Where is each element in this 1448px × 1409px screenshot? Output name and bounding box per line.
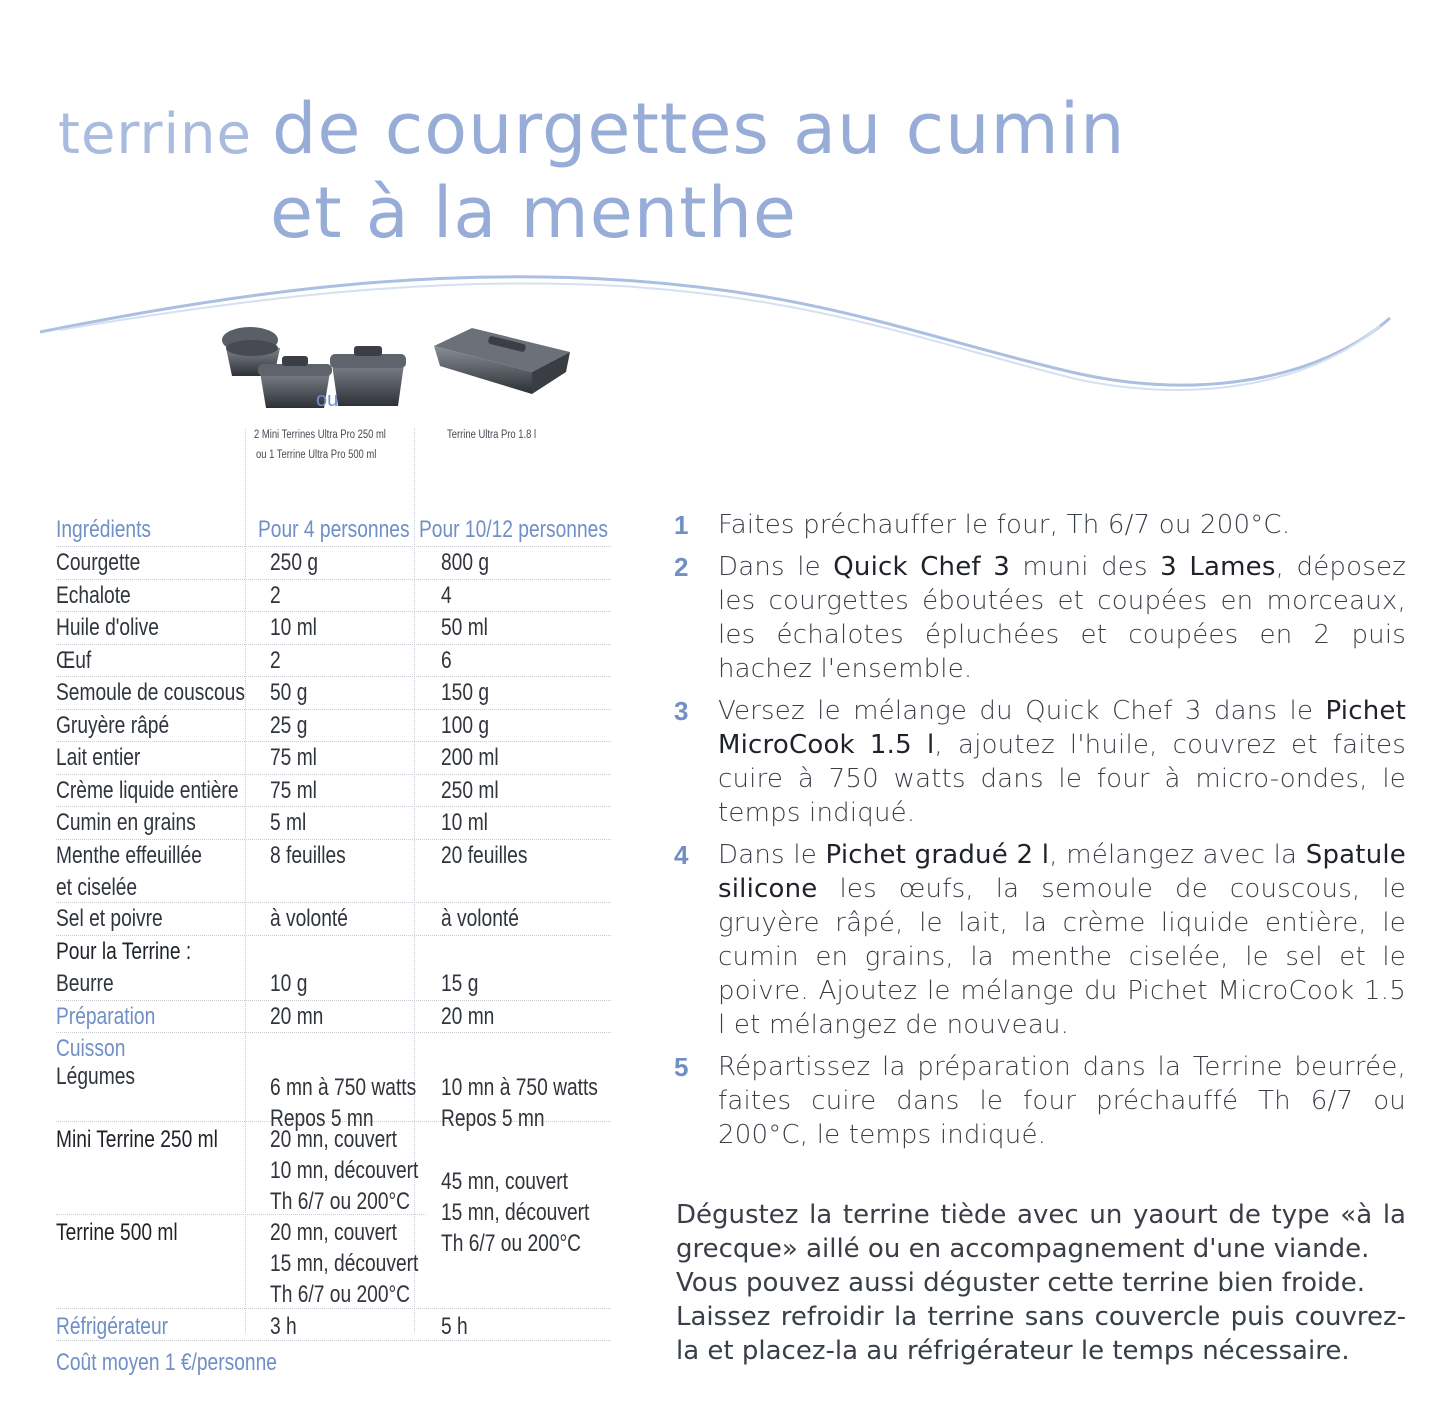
- mini-terrine-label: Mini Terrine 250 ml: [56, 1126, 218, 1153]
- instructions-list: [674, 508, 1406, 1160]
- col-10-12-persons-heading: Pour 10/12 personnes: [419, 516, 608, 543]
- serving-note-line: Vous pouvez aussi déguster cette terrine bien froide.: [676, 1268, 1365, 1298]
- or-label: ou: [316, 389, 339, 411]
- ingredient-name: et ciselée: [56, 874, 138, 901]
- instruction-step: [674, 1050, 1406, 1152]
- table-row: [56, 872, 611, 903]
- mini-temp: Th 6/7 ou 200°C: [270, 1188, 411, 1215]
- qty-10-12: 200 ml: [441, 744, 499, 771]
- step-text: [718, 1050, 1406, 1152]
- for-terrine-heading: Pour la Terrine :: [56, 938, 192, 965]
- step-number: 1: [674, 510, 689, 540]
- serving-notes: [676, 1198, 1406, 1368]
- large-temp: Th 6/7 ou 200°C: [441, 1230, 582, 1257]
- qty-4: 25 g: [270, 711, 308, 739]
- product-name: 3 Lames: [1160, 552, 1276, 582]
- table-row: [56, 840, 611, 873]
- step-text: [718, 508, 1406, 542]
- page-title: [58, 88, 1126, 170]
- table-row: [56, 580, 611, 613]
- step-text-part: Dans le: [718, 840, 826, 870]
- caption-mini-terrines-1: 2 Mini Terrines Ultra Pro 250 ml: [254, 429, 386, 441]
- qty-10-12: à volonté: [441, 905, 519, 932]
- step-number: 2: [674, 552, 689, 582]
- ingredient-name: Semoule de couscous: [56, 679, 245, 706]
- preparation-label: Préparation: [56, 1003, 156, 1030]
- qty-10-12: 250 ml: [441, 776, 499, 804]
- title-main-line2: et à la menthe: [270, 172, 798, 254]
- fridge-label: Réfrigérateur: [56, 1313, 169, 1340]
- table-row: [56, 807, 611, 840]
- qty-4: 2: [270, 581, 281, 609]
- qty-10-12: 4: [441, 581, 452, 609]
- col-4-persons-heading: Pour 4 personnes: [258, 516, 410, 543]
- table-row: [56, 1215, 426, 1308]
- qty-4: 75 ml: [270, 776, 317, 804]
- instruction-step: [674, 550, 1406, 686]
- qty-4: 5 ml: [270, 809, 307, 836]
- veg-rest-4: Repos 5 mn: [270, 1105, 374, 1132]
- prep-time-4: 20 mn: [270, 1003, 324, 1030]
- t500-covered: 20 mn, couvert: [270, 1219, 397, 1246]
- cooking-label: Cuisson: [56, 1035, 126, 1062]
- table-row: [56, 1033, 611, 1061]
- qty-10-12: 100 g: [441, 711, 490, 739]
- qty-10-12: 800 g: [441, 549, 490, 576]
- step-text-part: , mélangez avec la: [1049, 840, 1306, 870]
- step-text-part: , ajoutez l'huile, couvrez et faites cuire à 750 watts dans le four à micro-ondes, le temps indiqué.: [718, 730, 1406, 828]
- fridge-time-4: 3 h: [270, 1313, 297, 1340]
- caption-large-terrine: Terrine Ultra Pro 1.8 l: [447, 429, 537, 441]
- ingredient-name: Sel et poivre: [56, 905, 163, 932]
- qty-10-12: 150 g: [441, 679, 490, 706]
- step-number: 3: [674, 696, 689, 726]
- ingredient-name: Echalote: [56, 581, 131, 609]
- step-number: 4: [674, 840, 689, 870]
- large-uncovered: 15 mn, découvert: [441, 1199, 590, 1226]
- table-row: [56, 742, 611, 775]
- terrine-500-label: Terrine 500 ml: [56, 1219, 178, 1246]
- table-row: [56, 547, 611, 580]
- t500-uncovered: 15 mn, découvert: [270, 1250, 419, 1277]
- table-row: [56, 1122, 426, 1215]
- serving-note-line: Dégustez la terrine tiède avec un yaourt de type «à la grecque» aillé ou en accompagnement d'une viande.: [676, 1200, 1406, 1264]
- step-text-part: muni des: [1009, 552, 1161, 582]
- product-name: Pichet gradué 2 l: [825, 840, 1050, 870]
- ingredient-name: Lait entier: [56, 744, 141, 771]
- ingredient-name: Menthe effeuillée: [56, 841, 202, 869]
- step-text: [718, 838, 1406, 1042]
- table-row: [56, 710, 611, 743]
- qty-10-12: 6: [441, 646, 452, 674]
- veg-cook-10-12: 10 mn à 750 watts: [441, 1074, 598, 1101]
- ingredient-name: Huile d'olive: [56, 614, 159, 641]
- qty-10-12: 20 feuilles: [441, 841, 528, 869]
- product-name: Quick Chef 3: [833, 552, 1010, 582]
- qty-4: 8 feuilles: [270, 841, 346, 869]
- cost-row: [56, 1341, 611, 1381]
- ingredient-name: Œuf: [56, 646, 92, 674]
- table-row: [56, 612, 611, 645]
- table-row: [56, 903, 611, 936]
- step-text-part: Faites préchauffer le four, Th 6/7 ou 200°C.: [718, 510, 1291, 540]
- instruction-step: [674, 508, 1406, 542]
- average-cost: Coût moyen 1 €/personne: [56, 1349, 277, 1376]
- qty-10-12: 50 ml: [441, 614, 488, 641]
- step-text: [718, 694, 1406, 830]
- qty-4: à volonté: [270, 905, 348, 932]
- step-text-part: , déposez les courgettes éboutées et coupées en morceaux, les échalotes épluchées et coupées en 2 puis hachez l'ensemble.: [718, 552, 1406, 684]
- qty-10-12: 15 g: [441, 970, 479, 997]
- qty-4: 2: [270, 646, 281, 674]
- ingredient-name: Crème liquide entière: [56, 776, 239, 804]
- step-text-part: les œufs, la semoule de couscous, le gruyère râpé, le lait, la crème liquide entière, le cumin en grains, la menthe ciselée, le sel et le poivre. Ajoutez le mélange du Pichet MicroCook 1.5 l et mélangez de nouveau.: [718, 874, 1406, 1040]
- table-row: [56, 936, 611, 968]
- table-row: [56, 1061, 611, 1132]
- veg-rest-10-12: Repos 5 mn: [441, 1105, 545, 1132]
- qty-4: 10 g: [270, 970, 308, 997]
- ingredients-heading: Ingrédients: [56, 516, 151, 543]
- instruction-step: [674, 694, 1406, 830]
- table-row: [56, 775, 611, 808]
- mini-uncovered: 10 mn, découvert: [270, 1157, 419, 1184]
- table-row: [56, 677, 611, 710]
- fridge-time-10-12: 5 h: [441, 1313, 468, 1340]
- table-row: [56, 1308, 611, 1341]
- step-text-part: Répartissez la préparation dans la Terrine beurrée, faites cuire dans le four préchauffé Th 6/7 ou 200°C, le temps indiqué.: [718, 1052, 1406, 1150]
- large-covered: 45 mn, couvert: [441, 1168, 568, 1195]
- table-row: [56, 1001, 611, 1033]
- t500-temp: Th 6/7 ou 200°C: [270, 1281, 411, 1308]
- title-prefix: terrine: [58, 102, 252, 167]
- qty-10-12: 10 ml: [441, 809, 488, 836]
- table-row: [56, 968, 611, 1001]
- qty-4: 250 g: [270, 549, 319, 576]
- table-header: [56, 514, 611, 547]
- large-terrine-image: [428, 322, 574, 398]
- terrine-cooking-block: [56, 1122, 611, 1308]
- step-text-part: Dans le: [718, 552, 834, 582]
- step-text-part: Versez le mélange du Quick Chef 3 dans le: [718, 696, 1326, 726]
- step-text: [718, 550, 1406, 686]
- instruction-step: [674, 838, 1406, 1042]
- mini-terrines-image: [214, 318, 414, 412]
- title-main-line1: de courgettes au cumin: [271, 88, 1126, 170]
- ingredient-name: Cumin en grains: [56, 809, 196, 836]
- veg-cook-4: 6 mn à 750 watts: [270, 1074, 417, 1101]
- serving-note-line: Laissez refroidir la terrine sans couvercle puis couvrez-la et placez-la au réfrigérateur le temps nécessaire.: [676, 1302, 1406, 1366]
- prep-time-10-12: 20 mn: [441, 1003, 495, 1030]
- product-name: Spatule silicone: [718, 840, 1406, 904]
- caption-mini-terrines-2: ou 1 Terrine Ultra Pro 500 ml: [256, 449, 377, 461]
- step-number: 5: [674, 1052, 689, 1082]
- table-row: [56, 645, 611, 678]
- vegetables-label: Légumes: [56, 1063, 135, 1090]
- product-name: Pichet MicroCook 1.5 l: [718, 696, 1406, 760]
- qty-4: 10 ml: [270, 614, 317, 641]
- ingredients-table: [56, 514, 611, 1381]
- ingredient-name: Beurre: [56, 970, 114, 997]
- qty-4: 50 g: [270, 679, 308, 706]
- qty-4: 75 ml: [270, 744, 317, 771]
- ingredient-name: Courgette: [56, 549, 141, 576]
- mini-covered: 20 mn, couvert: [270, 1126, 397, 1153]
- ingredient-name: Gruyère râpé: [56, 711, 170, 739]
